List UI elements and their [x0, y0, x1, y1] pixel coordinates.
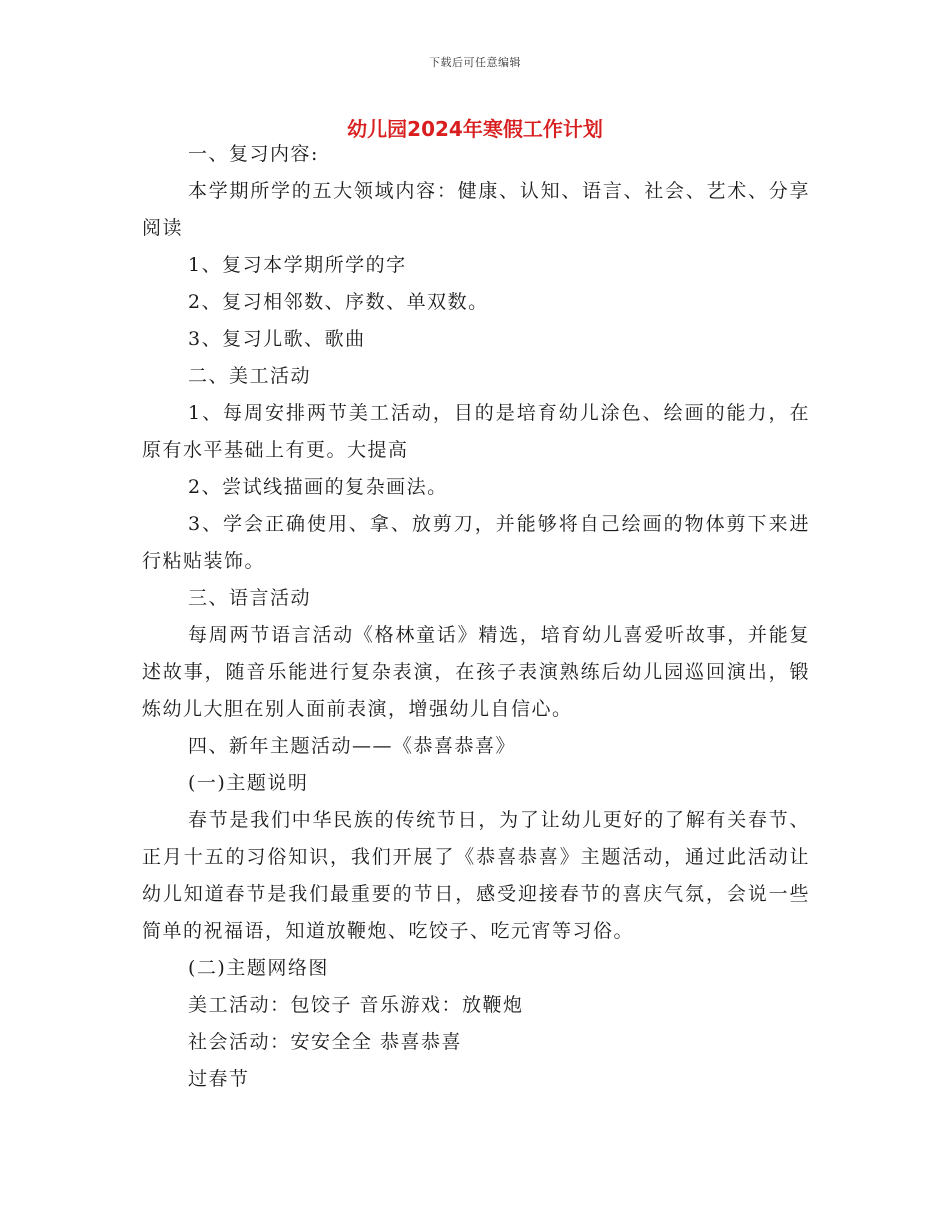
paragraph: 四、新年主题活动——《恭喜恭喜》	[188, 735, 517, 757]
paragraph: 1、复习本学期所学的字	[188, 254, 407, 276]
paragraph: 3、学会正确使用、拿、放剪刀，并能够将自己绘画的物体剪下来进行粘贴装饰。	[142, 513, 810, 572]
paragraph: 过春节	[188, 1068, 250, 1090]
paragraph: 3、复习儿歌、歌曲	[188, 328, 366, 350]
paragraph: 一、复习内容:	[188, 143, 319, 165]
document-body	[142, 136, 810, 1098]
header-note: 下载后可任意编辑	[429, 56, 521, 69]
document-title: 幼儿园2024年寒假工作计划	[347, 117, 603, 141]
paragraph: 三、语言活动	[188, 587, 312, 609]
paragraph: 二、美工活动	[188, 365, 312, 387]
paragraph: 美工活动：包饺子 音乐游戏：放鞭炮	[188, 994, 524, 1016]
paragraph: 社会活动：安安全全 恭喜恭喜	[188, 1031, 463, 1053]
paragraph: 2、尝试线描画的复杂画法。	[188, 476, 448, 498]
paragraph: (一)主题说明	[188, 772, 309, 794]
paragraph: 每周两节语言活动《格林童话》精选，培育幼儿喜爱听故事，并能复述故事，随音乐能进行复杂表演，在孩子表演熟练后幼儿园巡回演出，锻炼幼儿大胆在别人面前表演，增强幼儿自信心。	[142, 624, 810, 720]
paragraph: 本学期所学的五大领域内容：健康、认知、语言、社会、艺术、分享阅读	[142, 180, 810, 239]
paragraph: 1、每周安排两节美工活动，目的是培育幼儿涂色、绘画的能力，在原有水平基础上有更。大提高	[142, 402, 810, 461]
paragraph: 2、复习相邻数、序数、单双数。	[188, 291, 489, 313]
paragraph: (二)主题网络图	[188, 957, 329, 979]
paragraph: 春节是我们中华民族的传统节日，为了让幼儿更好的了解有关春节、正月十五的习俗知识，我们开展了《恭喜恭喜》主题活动，通过此活动让幼儿知道春节是我们最重要的节日，感受迎接春节的喜庆气氛，会说一些简单的祝福语，知道放鞭炮、吃饺子、吃元宵等习俗。	[142, 809, 810, 942]
